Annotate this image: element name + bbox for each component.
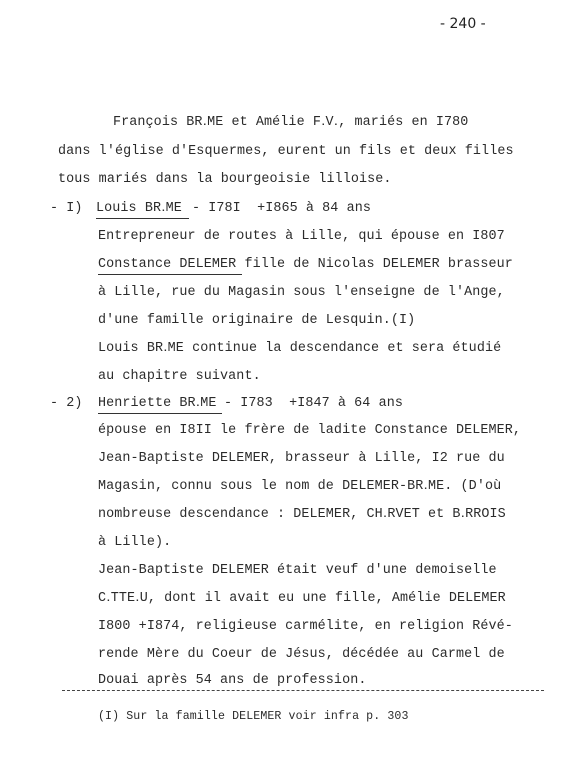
- entry-1-name-underline: [96, 218, 189, 219]
- entry-2-line-1: épouse en I8II le frère de ladite Constance DELEMER,: [98, 423, 522, 438]
- entry-1-line-5: Louis BR․ME continue la descendance et sera étudié: [98, 341, 502, 356]
- entry-1-line-6: au chapitre suivant.: [98, 369, 261, 384]
- entry-2-name: Henriette BR․ME: [98, 396, 217, 411]
- entry-1-line-4: d'une famille originaire de Lesquin.(I): [98, 313, 416, 328]
- entry-2-line-6: Jean-Baptiste DELEMER était veuf d'une demoiselle: [98, 563, 497, 578]
- entry-2-line-7: C․TTE․U, dont il avait eu une fille, Amélie DELEMER: [98, 591, 506, 606]
- entry-2-line-5: à Lille).: [98, 535, 172, 550]
- intro-line-2: dans l'église d'Esquermes, eurent un fils et deux filles: [58, 144, 514, 159]
- entry-2-line-4: nombreuse descendance : DELEMER, CH․RVET et B․RROIS: [98, 507, 506, 522]
- footnote-separator: [62, 690, 544, 691]
- entry-2-line-2: Jean-Baptiste DELEMER, brasseur à Lille, I2 rue du: [98, 451, 505, 466]
- entry-2-line-10: Douai après 54 ans de profession.: [98, 673, 367, 688]
- page-number: - 240 -: [440, 16, 486, 32]
- entry-1-line-2: Constance DELEMER fille de Nicolas DELEMER brasseur: [98, 257, 513, 272]
- intro-line-3: tous mariés dans la bourgeoisie lilloise.: [58, 172, 392, 187]
- entry-2-line-3: Magasin, connu sous le nom de DELEMER-BR․ME. (D'où: [98, 479, 502, 494]
- entry-2-line-8: I800 +I874, religieuse carmélite, en religion Révé-: [98, 619, 513, 634]
- entry-1-line-1: Entrepreneur de routes à Lille, qui épouse en I807: [98, 229, 505, 244]
- footnote: (I) Sur la famille DELEMER voir infra p. 303: [98, 710, 409, 723]
- entry-1-marker: - I): [50, 201, 83, 216]
- entry-2-line-9: rende Mère du Coeur de Jésus, décédée au Carmel de: [98, 647, 505, 662]
- spouse-name-underline: [98, 274, 242, 275]
- entry-1-name: Louis BR․ME: [96, 201, 182, 216]
- intro-line-1: François BR․ME et Amélie F․V․, mariés en I780: [113, 115, 469, 130]
- entry-2-name-underline: [98, 413, 222, 414]
- entry-1-dates: - I78I +I865 à 84 ans: [192, 201, 371, 216]
- entry-2-dates: - I783 +I847 à 64 ans: [224, 396, 403, 411]
- entry-1-line-3: à Lille, rue du Magasin sous l'enseigne de l'Ange,: [98, 285, 505, 300]
- entry-2-marker: - 2): [50, 396, 83, 411]
